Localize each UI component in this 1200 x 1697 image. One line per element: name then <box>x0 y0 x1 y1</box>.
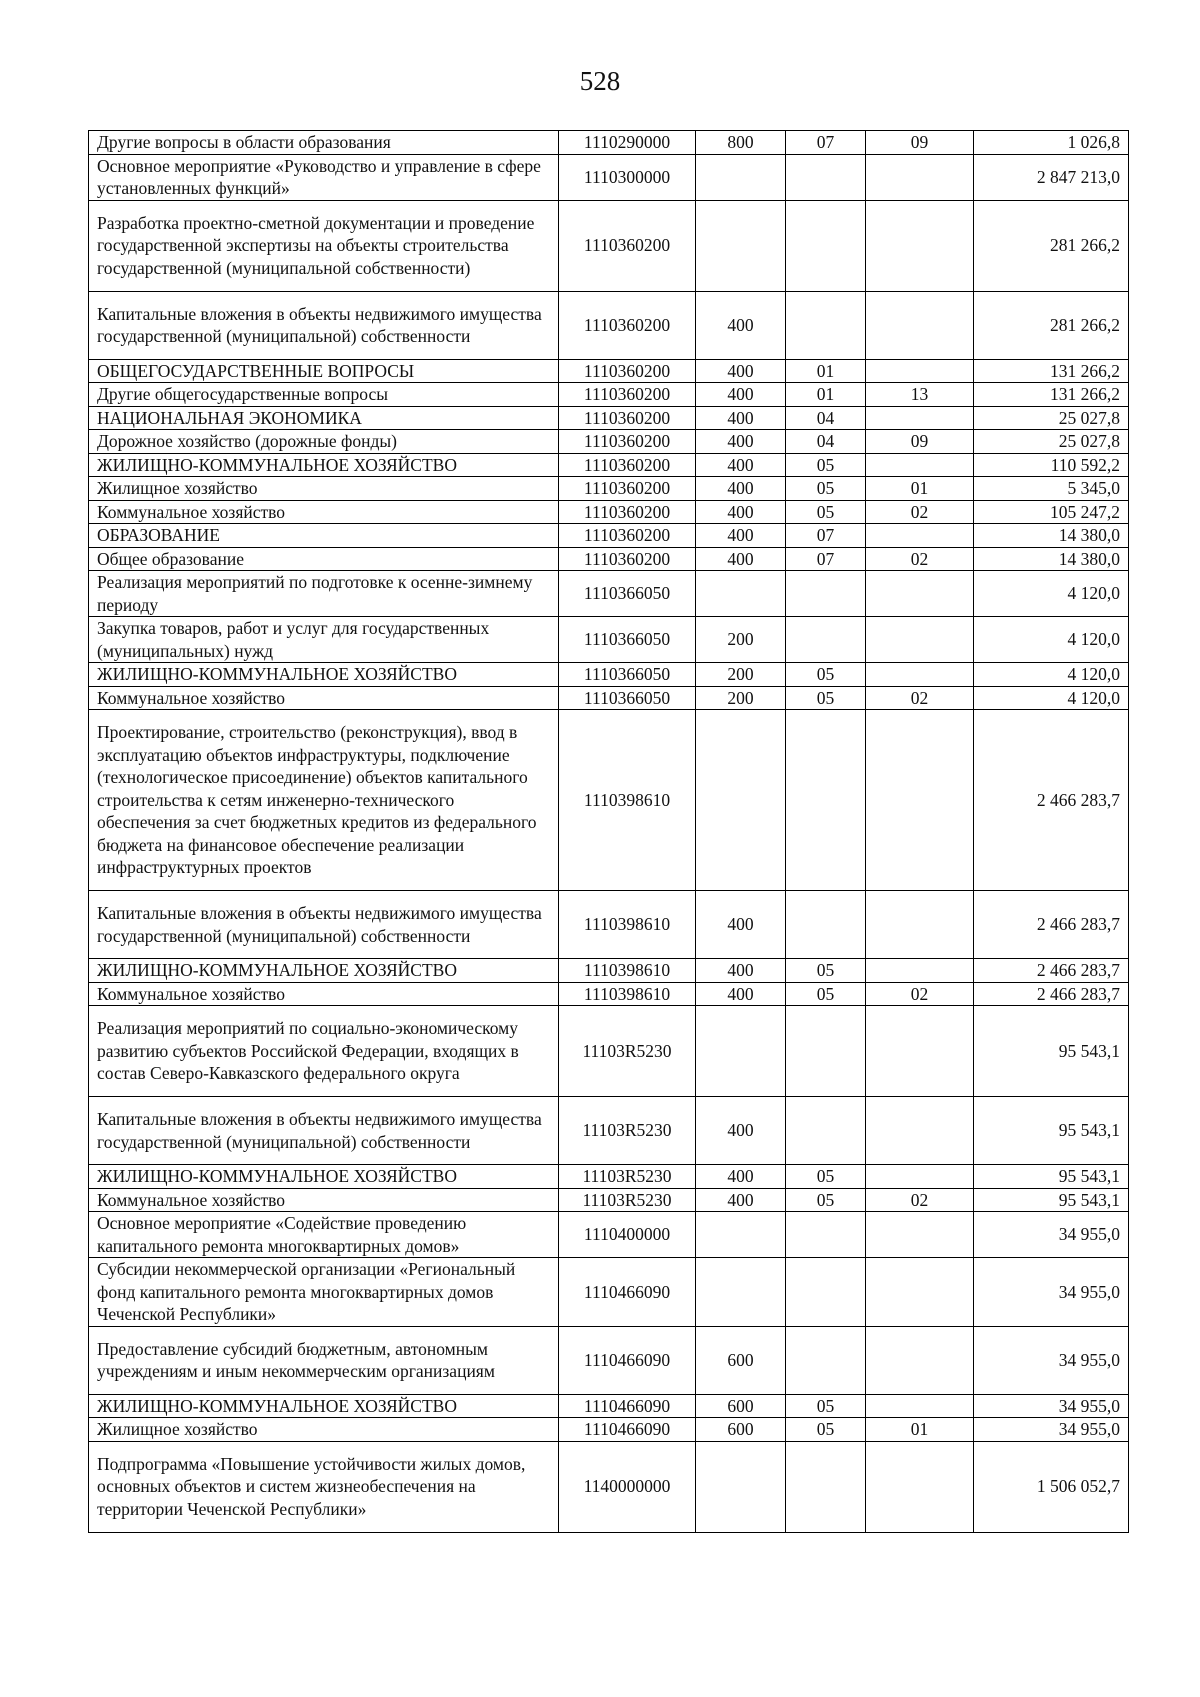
row-expense-type-cell <box>696 571 786 617</box>
row-expense-type-cell: 600 <box>696 1394 786 1418</box>
table-row <box>89 1326 1129 1394</box>
row-amount-cell: 34 955,0 <box>974 1326 1129 1394</box>
row-name-cell: Жилищное хозяйство <box>89 1418 559 1442</box>
row-name-cell: Подпрограмма «Повышение устойчивости жилых домов, основных объектов и систем жизнеобеспечения на территории Чеченской Республики» <box>89 1441 559 1532</box>
row-target-article-cell: 1110366050 <box>559 617 696 663</box>
table-row <box>89 1188 1129 1212</box>
table-row <box>89 547 1129 571</box>
row-subsection-cell <box>866 1006 974 1097</box>
row-expense-type-cell: 400 <box>696 383 786 407</box>
row-name-cell: ЖИЛИЩНО-КОММУНАЛЬНОЕ ХОЗЯЙСТВО <box>89 959 559 983</box>
row-target-article-cell: 1110360200 <box>559 524 696 548</box>
row-amount-cell: 25 027,8 <box>974 430 1129 454</box>
row-subsection-cell <box>866 1326 974 1394</box>
row-amount-cell: 131 266,2 <box>974 359 1129 383</box>
row-amount-cell: 2 466 283,7 <box>974 959 1129 983</box>
row-name-cell: Капитальные вложения в объекты недвижимого имущества государственной (муниципальной) собственности <box>89 291 559 359</box>
row-section-cell <box>786 1212 866 1258</box>
table-row <box>89 959 1129 983</box>
row-target-article-cell: 11103R5230 <box>559 1097 696 1165</box>
row-target-article-cell: 1110360200 <box>559 359 696 383</box>
row-section-cell <box>786 200 866 291</box>
row-expense-type-cell: 400 <box>696 1165 786 1189</box>
row-name-cell: Дорожное хозяйство (дорожные фонды) <box>89 430 559 454</box>
row-amount-cell: 25 027,8 <box>974 406 1129 430</box>
row-expense-type-cell <box>696 200 786 291</box>
row-expense-type-cell: 400 <box>696 959 786 983</box>
row-target-article-cell: 11103R5230 <box>559 1165 696 1189</box>
table-row <box>89 617 1129 663</box>
row-target-article-cell: 1140000000 <box>559 1441 696 1532</box>
table-row <box>89 686 1129 710</box>
row-subsection-cell <box>866 1212 974 1258</box>
row-name-cell: Жилищное хозяйство <box>89 477 559 501</box>
row-section-cell: 05 <box>786 1188 866 1212</box>
row-name-cell: Разработка проектно-сметной документации и проведение государственной экспертизы на объекты строительства государственной (муниципальной собственности) <box>89 200 559 291</box>
row-subsection-cell: 02 <box>866 686 974 710</box>
row-name-cell: Основное мероприятие «Руководство и управление в сфере установленных функций» <box>89 154 559 200</box>
row-amount-cell: 4 120,0 <box>974 686 1129 710</box>
row-amount-cell: 1 506 052,7 <box>974 1441 1129 1532</box>
row-expense-type-cell: 400 <box>696 430 786 454</box>
row-subsection-cell: 09 <box>866 131 974 155</box>
row-target-article-cell: 1110360200 <box>559 383 696 407</box>
row-amount-cell: 2 847 213,0 <box>974 154 1129 200</box>
row-target-article-cell: 1110398610 <box>559 710 696 891</box>
row-amount-cell: 95 543,1 <box>974 1006 1129 1097</box>
row-name-cell: Проектирование, строительство (реконструкция), ввод в эксплуатацию объектов инфраструктуры, подключение (технологическое присоединение) объектов капитального строительства к сетям инженерно-технического обеспечения за счет бюджетных кредитов из федерального бюджета на финансовое обеспечение реализации инфраструктурных проектов <box>89 710 559 891</box>
table-row <box>89 291 1129 359</box>
row-section-cell: 05 <box>786 1394 866 1418</box>
row-amount-cell: 14 380,0 <box>974 547 1129 571</box>
row-name-cell: Основное мероприятие «Содействие проведению капитального ремонта многоквартирных домов» <box>89 1212 559 1258</box>
table-row <box>89 710 1129 891</box>
row-section-cell: 01 <box>786 359 866 383</box>
row-subsection-cell <box>866 710 974 891</box>
row-target-article-cell: 1110360200 <box>559 430 696 454</box>
row-expense-type-cell: 800 <box>696 131 786 155</box>
row-section-cell: 04 <box>786 406 866 430</box>
row-target-article-cell: 1110466090 <box>559 1394 696 1418</box>
table-row <box>89 200 1129 291</box>
row-expense-type-cell: 400 <box>696 406 786 430</box>
budget-table-body <box>89 131 1129 1533</box>
row-expense-type-cell: 400 <box>696 1097 786 1165</box>
row-section-cell <box>786 571 866 617</box>
row-expense-type-cell: 600 <box>696 1418 786 1442</box>
row-section-cell <box>786 1258 866 1327</box>
row-subsection-cell <box>866 1097 974 1165</box>
row-name-cell: Коммунальное хозяйство <box>89 686 559 710</box>
row-name-cell: Капитальные вложения в объекты недвижимого имущества государственной (муниципальной) собственности <box>89 891 559 959</box>
row-target-article-cell: 1110466090 <box>559 1418 696 1442</box>
row-section-cell: 05 <box>786 477 866 501</box>
row-expense-type-cell: 400 <box>696 891 786 959</box>
table-row <box>89 571 1129 617</box>
row-amount-cell: 4 120,0 <box>974 571 1129 617</box>
row-expense-type-cell: 200 <box>696 686 786 710</box>
table-row <box>89 1212 1129 1258</box>
row-section-cell: 07 <box>786 547 866 571</box>
row-amount-cell: 131 266,2 <box>974 383 1129 407</box>
row-expense-type-cell: 200 <box>696 663 786 687</box>
row-section-cell: 07 <box>786 131 866 155</box>
row-name-cell: Закупка товаров, работ и услуг для государственных (муниципальных) нужд <box>89 617 559 663</box>
row-subsection-cell <box>866 359 974 383</box>
row-expense-type-cell: 400 <box>696 1188 786 1212</box>
table-row <box>89 1006 1129 1097</box>
row-subsection-cell <box>866 1441 974 1532</box>
row-section-cell <box>786 1097 866 1165</box>
row-subsection-cell: 02 <box>866 1188 974 1212</box>
row-amount-cell: 34 955,0 <box>974 1418 1129 1442</box>
row-section-cell: 05 <box>786 982 866 1006</box>
row-name-cell: ЖИЛИЩНО-КОММУНАЛЬНОЕ ХОЗЯЙСТВО <box>89 453 559 477</box>
row-target-article-cell: 1110400000 <box>559 1212 696 1258</box>
table-row <box>89 982 1129 1006</box>
row-section-cell: 05 <box>786 1165 866 1189</box>
row-target-article-cell: 1110398610 <box>559 982 696 1006</box>
table-row <box>89 500 1129 524</box>
table-row <box>89 430 1129 454</box>
row-amount-cell: 95 543,1 <box>974 1165 1129 1189</box>
row-section-cell: 05 <box>786 686 866 710</box>
row-name-cell: Другие вопросы в области образования <box>89 131 559 155</box>
row-section-cell: 05 <box>786 1418 866 1442</box>
row-amount-cell: 110 592,2 <box>974 453 1129 477</box>
row-expense-type-cell <box>696 154 786 200</box>
row-expense-type-cell: 400 <box>696 453 786 477</box>
row-section-cell <box>786 617 866 663</box>
row-expense-type-cell: 400 <box>696 359 786 383</box>
row-subsection-cell: 09 <box>866 430 974 454</box>
row-section-cell <box>786 1006 866 1097</box>
table-row <box>89 383 1129 407</box>
table-row <box>89 359 1129 383</box>
row-target-article-cell: 1110360200 <box>559 500 696 524</box>
row-subsection-cell: 02 <box>866 547 974 571</box>
row-subsection-cell <box>866 154 974 200</box>
row-target-article-cell: 1110366050 <box>559 571 696 617</box>
row-name-cell: Реализация мероприятий по подготовке к осенне-зимнему периоду <box>89 571 559 617</box>
row-name-cell: Субсидии некоммерческой организации «Региональный фонд капитального ремонта многоквартирных домов Чеченской Республики» <box>89 1258 559 1327</box>
row-expense-type-cell <box>696 1258 786 1327</box>
row-target-article-cell: 1110360200 <box>559 453 696 477</box>
table-row <box>89 1258 1129 1327</box>
row-name-cell: Предоставление субсидий бюджетным, автономным учреждениям и иным некоммерческим организациям <box>89 1326 559 1394</box>
row-target-article-cell: 11103R5230 <box>559 1006 696 1097</box>
row-section-cell: 05 <box>786 663 866 687</box>
row-expense-type-cell <box>696 1441 786 1532</box>
row-subsection-cell <box>866 1394 974 1418</box>
row-section-cell: 07 <box>786 524 866 548</box>
row-name-cell: ЖИЛИЩНО-КОММУНАЛЬНОЕ ХОЗЯЙСТВО <box>89 663 559 687</box>
row-subsection-cell: 02 <box>866 500 974 524</box>
row-name-cell: НАЦИОНАЛЬНАЯ ЭКОНОМИКА <box>89 406 559 430</box>
table-row <box>89 1418 1129 1442</box>
row-subsection-cell <box>866 571 974 617</box>
row-name-cell: ОБЩЕГОСУДАРСТВЕННЫЕ ВОПРОСЫ <box>89 359 559 383</box>
row-expense-type-cell: 400 <box>696 524 786 548</box>
row-target-article-cell: 1110466090 <box>559 1326 696 1394</box>
budget-table <box>88 130 1129 1533</box>
row-section-cell <box>786 291 866 359</box>
row-amount-cell: 2 466 283,7 <box>974 982 1129 1006</box>
page-number: 528 <box>579 66 621 96</box>
row-name-cell: Капитальные вложения в объекты недвижимого имущества государственной (муниципальной) собственности <box>89 1097 559 1165</box>
row-target-article-cell: 1110366050 <box>559 663 696 687</box>
row-target-article-cell: 1110300000 <box>559 154 696 200</box>
row-amount-cell: 1 026,8 <box>974 131 1129 155</box>
row-subsection-cell: 01 <box>866 477 974 501</box>
row-subsection-cell <box>866 617 974 663</box>
row-expense-type-cell: 400 <box>696 547 786 571</box>
row-amount-cell: 95 543,1 <box>974 1097 1129 1165</box>
row-name-cell: Общее образование <box>89 547 559 571</box>
row-subsection-cell <box>866 1165 974 1189</box>
row-target-article-cell: 11103R5230 <box>559 1188 696 1212</box>
row-amount-cell: 2 466 283,7 <box>974 710 1129 891</box>
table-row <box>89 1165 1129 1189</box>
row-subsection-cell <box>866 663 974 687</box>
row-amount-cell: 2 466 283,7 <box>974 891 1129 959</box>
row-subsection-cell: 13 <box>866 383 974 407</box>
row-expense-type-cell <box>696 710 786 891</box>
row-expense-type-cell: 200 <box>696 617 786 663</box>
row-amount-cell: 34 955,0 <box>974 1258 1129 1327</box>
row-target-article-cell: 1110366050 <box>559 686 696 710</box>
table-row <box>89 663 1129 687</box>
row-subsection-cell <box>866 1258 974 1327</box>
table-row <box>89 891 1129 959</box>
row-subsection-cell <box>866 891 974 959</box>
row-amount-cell: 34 955,0 <box>974 1212 1129 1258</box>
row-expense-type-cell: 600 <box>696 1326 786 1394</box>
row-target-article-cell: 1110290000 <box>559 131 696 155</box>
row-amount-cell: 281 266,2 <box>974 200 1129 291</box>
row-expense-type-cell: 400 <box>696 982 786 1006</box>
row-name-cell: Другие общегосударственные вопросы <box>89 383 559 407</box>
row-subsection-cell <box>866 406 974 430</box>
table-row <box>89 524 1129 548</box>
row-target-article-cell: 1110466090 <box>559 1258 696 1327</box>
row-section-cell: 05 <box>786 500 866 524</box>
row-section-cell: 04 <box>786 430 866 454</box>
row-subsection-cell <box>866 453 974 477</box>
row-name-cell: Коммунальное хозяйство <box>89 982 559 1006</box>
row-amount-cell: 105 247,2 <box>974 500 1129 524</box>
table-row <box>89 131 1129 155</box>
row-subsection-cell <box>866 291 974 359</box>
row-subsection-cell <box>866 959 974 983</box>
table-row <box>89 154 1129 200</box>
row-section-cell <box>786 1441 866 1532</box>
row-name-cell: ЖИЛИЩНО-КОММУНАЛЬНОЕ ХОЗЯЙСТВО <box>89 1165 559 1189</box>
row-amount-cell: 4 120,0 <box>974 663 1129 687</box>
row-name-cell: ОБРАЗОВАНИЕ <box>89 524 559 548</box>
row-subsection-cell: 01 <box>866 1418 974 1442</box>
row-name-cell: Коммунальное хозяйство <box>89 1188 559 1212</box>
row-name-cell: Реализация мероприятий по социально-экономическому развитию субъектов Российской Федерации, входящих в состав Северо-Кавказского федерального округа <box>89 1006 559 1097</box>
row-expense-type-cell: 400 <box>696 291 786 359</box>
row-target-article-cell: 1110360200 <box>559 200 696 291</box>
row-amount-cell: 4 120,0 <box>974 617 1129 663</box>
row-target-article-cell: 1110398610 <box>559 891 696 959</box>
row-amount-cell: 34 955,0 <box>974 1394 1129 1418</box>
table-row <box>89 1441 1129 1532</box>
row-expense-type-cell <box>696 1006 786 1097</box>
table-row <box>89 477 1129 501</box>
row-section-cell: 05 <box>786 453 866 477</box>
row-section-cell <box>786 1326 866 1394</box>
row-section-cell <box>786 891 866 959</box>
row-amount-cell: 281 266,2 <box>974 291 1129 359</box>
row-section-cell: 05 <box>786 959 866 983</box>
row-subsection-cell <box>866 524 974 548</box>
row-name-cell: ЖИЛИЩНО-КОММУНАЛЬНОЕ ХОЗЯЙСТВО <box>89 1394 559 1418</box>
row-expense-type-cell: 400 <box>696 500 786 524</box>
row-section-cell <box>786 710 866 891</box>
table-row <box>89 453 1129 477</box>
row-subsection-cell <box>866 200 974 291</box>
row-section-cell <box>786 154 866 200</box>
row-target-article-cell: 1110360200 <box>559 406 696 430</box>
row-target-article-cell: 1110360200 <box>559 547 696 571</box>
table-row <box>89 1097 1129 1165</box>
row-target-article-cell: 1110360200 <box>559 291 696 359</box>
row-name-cell: Коммунальное хозяйство <box>89 500 559 524</box>
row-amount-cell: 95 543,1 <box>974 1188 1129 1212</box>
row-section-cell: 01 <box>786 383 866 407</box>
row-expense-type-cell: 400 <box>696 477 786 501</box>
row-expense-type-cell <box>696 1212 786 1258</box>
row-target-article-cell: 1110398610 <box>559 959 696 983</box>
row-amount-cell: 14 380,0 <box>974 524 1129 548</box>
row-amount-cell: 5 345,0 <box>974 477 1129 501</box>
table-row <box>89 1394 1129 1418</box>
table-row <box>89 406 1129 430</box>
row-subsection-cell: 02 <box>866 982 974 1006</box>
row-target-article-cell: 1110360200 <box>559 477 696 501</box>
